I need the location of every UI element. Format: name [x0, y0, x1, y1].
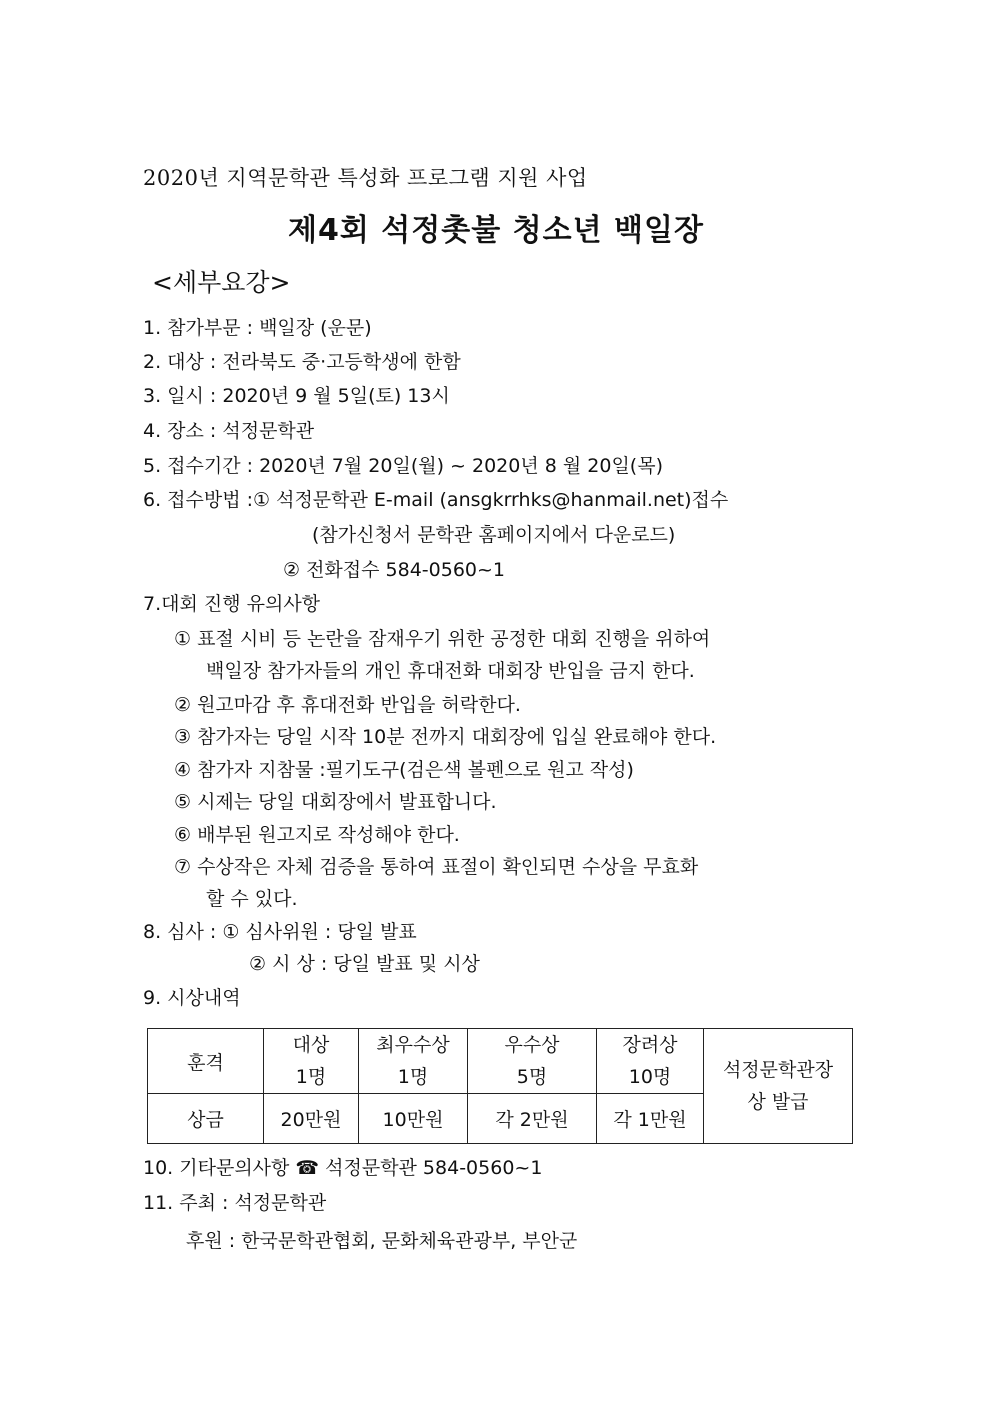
item-category: 1. 참가부문 : 백일장 (운문) — [143, 317, 372, 339]
item-eligibility: 2. 대상 : 전라북도 중·고등학생에 한함 — [143, 351, 461, 373]
excellence-cell — [468, 1029, 597, 1094]
item-venue: 4. 장소 : 석정문학관 — [143, 420, 315, 442]
rule-2: ② 원고마감 후 휴대전화 반입을 허락한다. — [174, 694, 521, 716]
certificate-issue: 상 발급 — [747, 1091, 809, 1113]
section-heading: <세부요강> — [152, 268, 291, 297]
awards-row-ranks — [148, 1029, 853, 1094]
certificate-note-cell — [704, 1029, 853, 1144]
encouragement-label: 장려상 — [622, 1034, 678, 1056]
rule-3: ③ 참가자는 당일 시작 10분 전까지 대회장에 입실 완료해야 한다. — [174, 726, 717, 748]
excellence-count: 5명 — [516, 1066, 548, 1088]
item-method-note: (참가신청서 문학관 홈페이지에서 다운로드) — [312, 524, 676, 546]
rank-header: 훈격 — [148, 1029, 264, 1094]
excellence-grand-cell — [359, 1029, 468, 1094]
grand-prize-label: 대상 — [292, 1034, 330, 1056]
item-datetime: 3. 일시 : 2020년 9 월 5일(토) 13시 — [143, 385, 450, 407]
item-inquiry: 10. 기타문의사항 ☎ 석정문학관 584-0560~1 — [143, 1157, 543, 1179]
certificate-issuer: 석정문학관장 — [722, 1059, 834, 1081]
encouragement-amount: 각 1만원 — [597, 1094, 704, 1144]
rule-1-cont: 백일장 참가자들의 개인 휴대전화 대회장 반입을 금지 한다. — [206, 660, 695, 682]
item-period: 5. 접수기간 : 2020년 7월 20일(월) ~ 2020년 8 월 20일(목) — [143, 455, 663, 477]
grand-prize-count: 1명 — [295, 1066, 327, 1088]
rule-1: ① 표절 시비 등 논란을 잠재우기 위한 공정한 대회 진행을 위하여 — [174, 628, 711, 650]
item-judging-award: ② 시 상 : 당일 발표 및 시상 — [249, 953, 480, 975]
document-title: 제4회 석정촛불 청소년 백일장 — [288, 213, 704, 248]
rule-4: ④ 참가자 지참물 :필기도구(검은색 볼펜으로 원고 작성) — [174, 759, 634, 781]
excellence-label: 우수상 — [504, 1034, 560, 1056]
excellence-grand-label: 최우수상 — [376, 1034, 450, 1056]
rule-6: ⑥ 배부된 원고지로 작성해야 한다. — [174, 824, 460, 846]
item-awards-heading: 9. 시상내역 — [143, 987, 241, 1009]
item-method: 6. 접수방법 :① 석정문학관 E-mail (ansgkrrhks@hanmail.net)접수 — [143, 489, 729, 511]
prize-header: 상금 — [148, 1094, 264, 1144]
item-host: 11. 주최 : 석정문학관 — [143, 1192, 327, 1214]
rule-5: ⑤ 시제는 당일 대회장에서 발표합니다. — [174, 791, 497, 813]
excellence-amount: 각 2만원 — [468, 1094, 597, 1144]
item-sponsors: 후원 : 한국문학관협회, 문화체육관광부, 부안군 — [186, 1230, 578, 1252]
excellence-grand-amount: 10만원 — [359, 1094, 468, 1144]
item-judging: 8. 심사 : ① 심사위원 : 당일 발표 — [143, 921, 417, 943]
grand-prize-cell — [264, 1029, 359, 1094]
encouragement-count: 10명 — [628, 1066, 672, 1088]
rule-7-cont: 할 수 있다. — [206, 888, 298, 910]
program-subtitle: 2020년 지역문학관 특성화 프로그램 지원 사업 — [143, 166, 588, 190]
awards-table — [147, 1028, 853, 1144]
rule-7: ⑦ 수상작은 자체 검증을 통하여 표절이 확인되면 수상을 무효화 — [174, 856, 699, 878]
item-method-phone: ② 전화접수 584-0560~1 — [283, 559, 506, 581]
excellence-grand-count: 1명 — [397, 1066, 429, 1088]
encouragement-cell — [597, 1029, 704, 1094]
grand-prize-amount: 20만원 — [264, 1094, 359, 1144]
item-rules-heading: 7.대회 진행 유의사항 — [143, 593, 321, 615]
